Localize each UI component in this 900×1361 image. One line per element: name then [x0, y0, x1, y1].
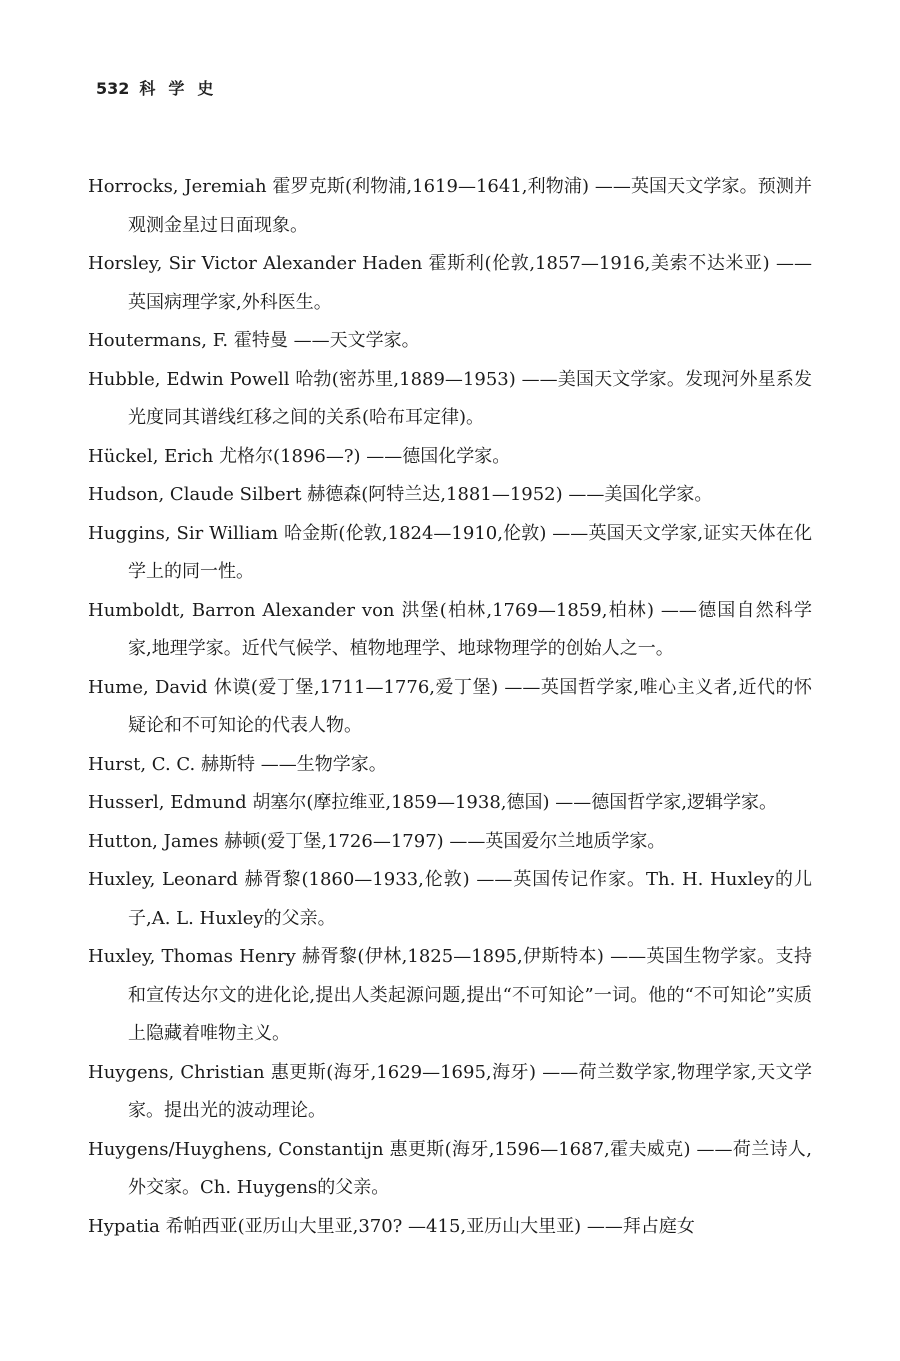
entry-horsley	[88, 245, 812, 322]
entry-text: 赫顿(爱丁堡,1726—1797) ——英国爱尔兰地质学家。	[224, 830, 666, 852]
entry-husserl	[88, 784, 812, 823]
entry-huxley-thomas	[88, 938, 812, 1054]
entry-name: Hudson, Claude Silbert	[88, 484, 302, 505]
entry-name: Huygens, Christian	[88, 1061, 265, 1083]
entry-name: Hypatia	[88, 1215, 160, 1237]
entry-name: Hubble, Edwin Powell	[88, 368, 290, 390]
book-title: 科学史	[139, 79, 227, 98]
entry-name: Huxley, Leonard	[88, 869, 238, 890]
running-header	[96, 76, 226, 99]
entry-text: 惠更斯(海牙,1596—1687,霍夫威克) ——荷兰诗人,外交家。Ch. Huygens的父亲。	[128, 1138, 812, 1198]
entry-name: Hutton, James	[88, 830, 219, 852]
entry-hutton	[88, 823, 812, 862]
entry-text: 赫德森(阿特兰达,1881—1952) ——美国化学家。	[307, 484, 713, 505]
entry-text: 尤格尔(1896—?) ——德国化学家。	[219, 445, 511, 467]
entry-text: 哈金斯(伦敦,1824—1910,伦敦) ——英国天文学家,证实天体在化学上的同一性。	[128, 522, 812, 582]
entry-huygens-constantijn	[88, 1131, 812, 1208]
entry-text: 希帕西亚(亚历山大里亚,370? —415,亚历山大里亚) ——拜占庭女	[165, 1215, 695, 1237]
entry-text: 霍罗克斯(利物浦,1619—1641,利物浦) ——英国天文学家。预测并观测金星过日面现象。	[128, 176, 812, 236]
index-entries	[88, 168, 812, 1246]
entry-huckel	[88, 438, 812, 477]
entry-text: 休谟(爱丁堡,1711—1776,爱丁堡) ——英国哲学家,唯心主义者,近代的怀疑论和不可知论的代表人物。	[128, 676, 812, 736]
entry-name: Husserl, Edmund	[88, 792, 247, 813]
entry-name: Huygens/Huyghens, Constantijn	[88, 1138, 384, 1160]
entry-hubble	[88, 361, 812, 438]
entry-text: 赫胥黎(伊林,1825—1895,伊斯特本) ——英国生物学家。支持和宣传达尔文的进化论,提出人类起源问题,提出“不可知论”一词。他的“不可知论”实质上隐藏着唯物主义。	[128, 946, 813, 1044]
entry-name: Huggins, Sir William	[88, 522, 279, 544]
entry-name: Horrocks, Jeremiah	[88, 176, 267, 197]
entry-hume	[88, 669, 812, 746]
entry-hypatia	[88, 1208, 812, 1247]
entry-text: 霍斯利(伦敦,1857—1916,美索不达米亚) ——英国病理学家,外科医生。	[128, 253, 812, 313]
entry-name: Hückel, Erich	[88, 445, 214, 467]
entry-hurst	[88, 746, 812, 785]
entry-text: 惠更斯(海牙,1629—1695,海牙) ——荷兰数学家,物理学家,天文学家。提出光的波动理论。	[128, 1061, 812, 1121]
entry-huggins	[88, 515, 812, 592]
page-number: 532	[96, 79, 130, 98]
entry-text: 哈勃(密苏里,1889—1953) ——美国天文学家。发现河外星系发光度同其谱线红移之间的关系(哈布耳定律)。	[128, 368, 812, 428]
entry-huxley-leonard	[88, 861, 812, 938]
entry-text: 洪堡(柏林,1769—1859,柏林) ——德国自然科学家,地理学家。近代气候学、植物地理学、地球物理学的创始人之一。	[128, 599, 812, 659]
entry-name: Humboldt, Barron Alexander von	[88, 599, 395, 621]
entry-text: 赫斯特 ——生物学家。	[200, 753, 387, 775]
entry-huygens-christian	[88, 1054, 812, 1131]
entry-name: Houtermans, F.	[88, 330, 229, 351]
entry-houtermans	[88, 322, 812, 361]
entry-text: 胡塞尔(摩拉维亚,1859—1938,德国) ——德国哲学家,逻辑学家。	[252, 792, 777, 813]
entry-name: Horsley, Sir Victor Alexander Haden	[88, 253, 423, 274]
entry-text: 霍特曼 ——天文学家。	[233, 330, 420, 351]
entry-name: Hurst, C. C.	[88, 753, 196, 775]
entry-name: Hume, David	[88, 676, 208, 698]
entry-horrocks	[88, 168, 812, 245]
entry-hudson	[88, 476, 812, 515]
entry-humboldt	[88, 592, 812, 669]
entry-text: 赫胥黎(1860—1933,伦敦) ——英国传记作家。Th. H. Huxley的儿子,A. L. Huxley的父亲。	[128, 869, 812, 929]
entry-name: Huxley, Thomas Henry	[88, 946, 296, 967]
